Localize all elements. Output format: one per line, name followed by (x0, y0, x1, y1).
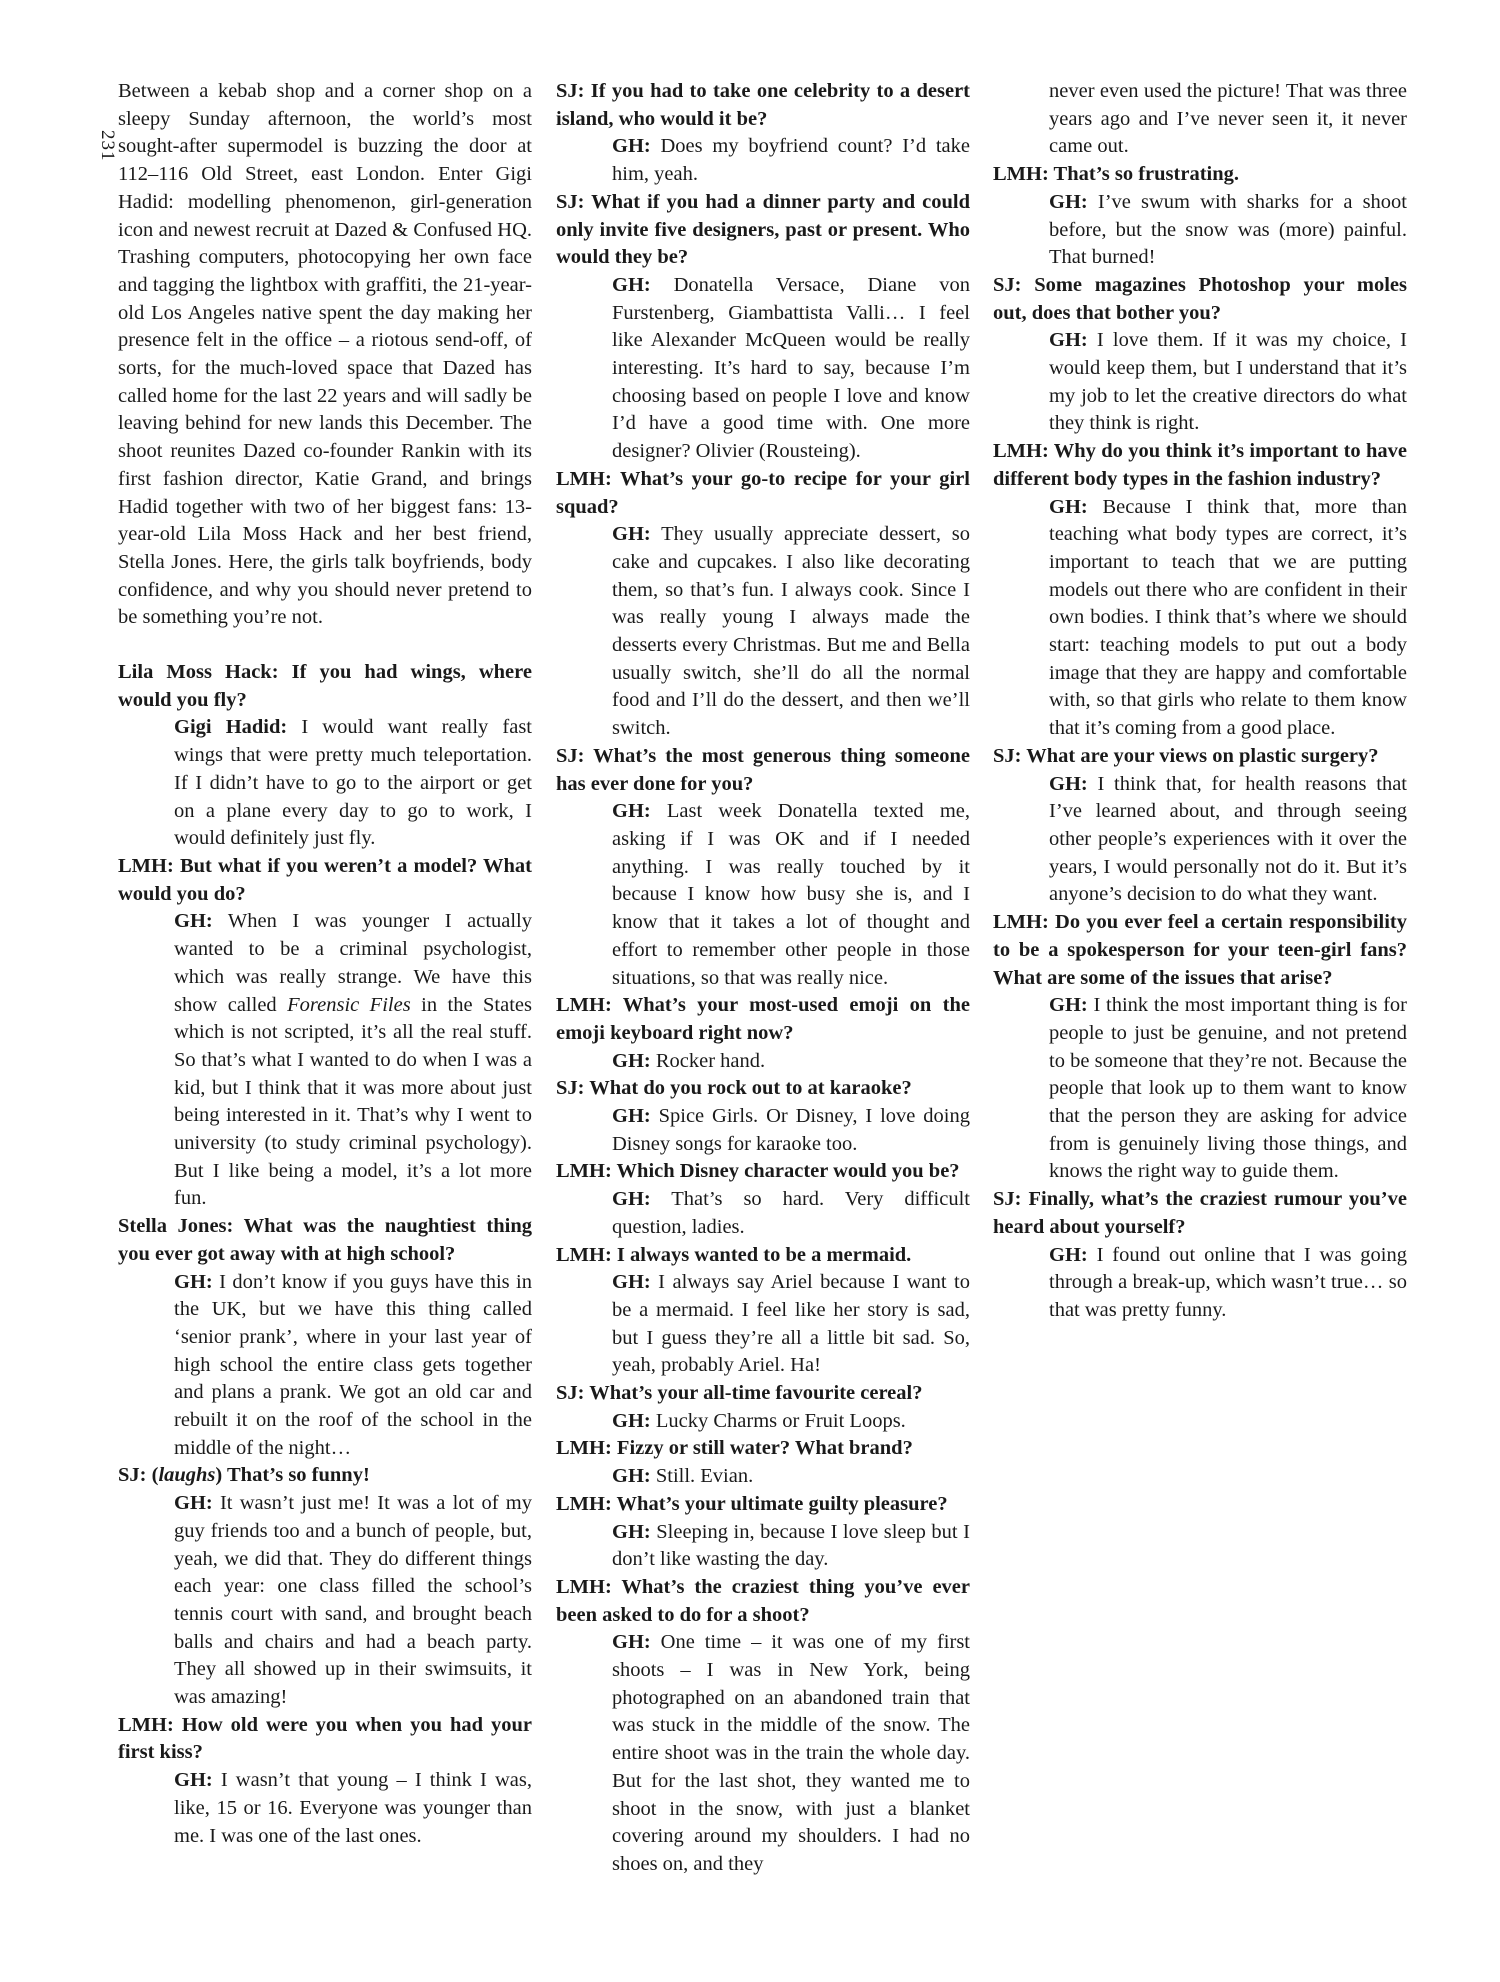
qa-item (556, 1158, 970, 1241)
speaker: GH: (612, 1049, 651, 1072)
answer-text: I would want really fast wings that were pretty much teleportation. If I didn’t have to go to the airport or get on a plane every day to go to work, I would definitely just fly. (174, 716, 532, 850)
question: LMH: What’s your go-to recipe for your girl squad? (556, 467, 970, 518)
answer (612, 521, 970, 743)
speaker: GH: (1049, 329, 1088, 352)
answer (174, 714, 532, 853)
answer-text: I think that, for health reasons that I’ve learned about, and through seeing other people’s experiences with it over the years, I would personally not do it. But it’s anyone’s decision to do what they want. (1049, 772, 1407, 906)
answer (612, 1629, 970, 1878)
answer (612, 1463, 970, 1491)
speaker: GH: (612, 1631, 651, 1654)
show-title: Forensic Files (287, 993, 411, 1016)
answer (1049, 494, 1407, 743)
qa-item (556, 1491, 970, 1574)
qa-item (118, 1462, 532, 1711)
answer (1049, 771, 1407, 910)
question: SJ: What are your views on plastic surgery? (993, 744, 1379, 767)
question (118, 1462, 532, 1490)
answer (612, 272, 970, 466)
question: LMH: Why do you think it’s important to have different body types in the fashion industry? (993, 440, 1407, 490)
question: LMH: I always wanted to be a mermaid. (556, 1243, 912, 1266)
speaker: GH: (1049, 994, 1088, 1017)
answer (612, 133, 970, 188)
question-text: ) That’s so funny! (215, 1464, 370, 1487)
answer (1049, 992, 1407, 1186)
answer-text: I found out online that I was going through a break-up, which wasn’t true… so that was pretty funny. (1049, 1243, 1407, 1321)
question: LMH: Do you ever feel a certain responsibility to be a spokesperson for your teen-girl fans? What are some of the issues that arise? (993, 911, 1407, 989)
column-2 (556, 78, 970, 1879)
qa-item (556, 743, 970, 992)
answer-text: I wasn’t that young – I think I was, like, 15 or 16. Everyone was younger than me. I was one of the last ones. (174, 1769, 532, 1847)
question: LMH: Which Disney character would you be? (556, 1160, 960, 1183)
answer (1049, 189, 1407, 272)
answer-text: Spice Girls. Or Disney, I love doing Disney songs for karaoke too. (612, 1105, 970, 1155)
answer-text: Does my boyfriend count? I’d take him, yeah. (612, 135, 970, 186)
qa-item (556, 466, 970, 743)
speaker: GH: (174, 1769, 213, 1792)
speaker: GH: (1049, 190, 1088, 213)
question: Stella Jones: What was the naughtiest thing you ever got away with at high school? (118, 1215, 532, 1265)
answer (174, 908, 532, 1213)
intro (118, 78, 532, 632)
answer-text: When I was younger I actually wanted to be a criminal psychologist, which was really strange. We have this show called (174, 910, 532, 1016)
qa-item (118, 1213, 532, 1462)
question: Lila Moss Hack: If you had wings, where would you fly? (118, 661, 532, 711)
answer (1049, 1242, 1407, 1325)
speaker: GH: (612, 1465, 651, 1488)
speaker: GH: (612, 135, 651, 158)
column-1 (118, 78, 532, 1850)
speaker: GH: (612, 1271, 651, 1294)
answer-text: Donatella Versace, Diane von Furstenberg, Giambattista Valli… I feel like Alexander McQueen would be really interesting. It’s hard to say, because I’m choosing based on people I love and know I’d have a good time with. One more designer? Olivier (Rousteing). (612, 273, 970, 463)
answer-text: I always say Ariel because I want to be a mermaid. I feel like her story is sad, but I guess they’re all a little bit sad. So, yeah, probably Ariel. Ha! (612, 1271, 970, 1377)
qa-item (993, 909, 1407, 1186)
speaker: Gigi Hadid: (174, 716, 288, 739)
answer (174, 1269, 532, 1463)
question: SJ: If you had to take one celebrity to a desert island, who would it be? (556, 80, 970, 130)
qa-item (556, 1075, 970, 1158)
speaker: GH: (1049, 1243, 1088, 1266)
answer (174, 1490, 532, 1712)
qa-item (993, 272, 1407, 438)
qa-item (556, 1242, 970, 1381)
qa-item (556, 189, 970, 466)
answer (612, 1519, 970, 1574)
speaker: GH: (1049, 495, 1088, 518)
question: SJ: What’s the most generous thing someone has ever done for you? (556, 744, 970, 795)
answer (612, 1186, 970, 1241)
page-number-wrap (60, 64, 118, 162)
answer-text: I don’t know if you guys have this in the UK, but we have this thing called ‘senior prank’, where in your last year of high school the entire class gets together and plans a prank. We got an old car and rebuilt it on the roof of the school in the middle of the night… (174, 1270, 532, 1459)
qa-item (993, 161, 1407, 272)
qa-item (118, 853, 532, 1213)
answer-text: Last week Donatella texted me, asking if I was OK and if I needed anything. I was really touched by it because I know how busy she is, and I know that it takes a lot of thought and effort to remember other people in those situations, so that was really nice. (612, 800, 970, 989)
answer-text: in the States which is not scripted, it’s all the real stuff. So that’s what I wanted to do when I was a kid, but I think that it was more about just being interested in it. That’s why I went to university (to study criminal psychology). But I like being a model, it’s a lot more fun. (174, 993, 532, 1210)
speaker: GH: (174, 910, 213, 933)
answer-text: They usually appreciate dessert, so cake and cupcakes. I also like decorating them, so that’s fun. I always cook. Since I was really young I always made the desserts every Christmas. But me and Bella usually switch, she’ll do all the normal food and I’ll do the dessert, and then we’ll switch. (612, 523, 970, 740)
answer (612, 798, 970, 992)
question: SJ: What if you had a dinner party and could only invite five designers, past or present. Who would they be? (556, 190, 970, 269)
question: LMH: What’s your most-used emoji on the emoji keyboard right now? (556, 994, 970, 1044)
answer-text: It wasn’t just me! It was a lot of my guy friends too and a bunch of people, but, yeah, we did that. They do different things each year: one class filled the school’s tennis court with sand, and brought beach balls and chairs and had a beach party. They all showed up in their swimsuits, it was amazing! (174, 1492, 532, 1709)
qa-item (118, 1712, 532, 1851)
answer (612, 1048, 970, 1076)
qa-item (556, 1574, 970, 1879)
question-text: SJ: ( (118, 1464, 159, 1487)
speaker: GH: (612, 1409, 651, 1432)
answer (1049, 327, 1407, 438)
qa-item (993, 743, 1407, 909)
qa-item (993, 1186, 1407, 1325)
qa-item (118, 659, 532, 853)
answer-text: Because I think that, more than teaching what body types are correct, it’s important to teach that we are putting models out there who are confident in their own bodies. I think that’s where we should start: teaching models to put out a body image that they are happy and comfortable with, so that girls who relate to them know that it’s coming from a good place. (1049, 495, 1407, 740)
answer-text: Lucky Charms or Fruit Loops. (650, 1409, 906, 1432)
question: LMH: What’s your ultimate guilty pleasure? (556, 1492, 948, 1515)
question-emphasis: laughs (158, 1464, 216, 1487)
question: SJ: What’s your all-time favourite cereal? (556, 1382, 923, 1405)
answer-text: I’ve swum with sharks for a shoot before, but the snow was (more) painful. That burned! (1049, 190, 1407, 269)
qa-item (556, 1435, 970, 1490)
answer-text: I love them. If it was my choice, I would keep them, but I understand that it’s my job to let the creative directors do what they think is right. (1049, 329, 1407, 435)
question: SJ: Some magazines Photoshop your moles out, does that bother you? (993, 273, 1407, 324)
qa-item (556, 992, 970, 1075)
question: SJ: What do you rock out to at karaoke? (556, 1077, 912, 1100)
answer-text: Sleeping in, because I love sleep but I don’t like wasting the day. (612, 1520, 970, 1571)
question: LMH: But what if you weren’t a model? What would you do? (118, 854, 532, 905)
speaker: GH: (612, 1520, 651, 1543)
speaker: GH: (612, 273, 651, 296)
speaker: GH: (612, 1105, 651, 1128)
answer-text: That’s so hard. Very difficult question, ladies. (612, 1188, 970, 1238)
answer (174, 1767, 532, 1850)
intro-paragraph: Between a kebab shop and a corner shop on a sleepy Sunday afternoon, the world’s most sought-after supermodel is buzzing the door at 112–116 Old Street, east London. Enter Gigi Hadid: modelling phenomenon, girl-generation icon and newest recruit at Dazed & Confused HQ. Trashing computers, photocopying her own face and tagging the lightbox with graffiti, the 21-year-old Los Angeles native spent the day making her presence felt in the office – a riotous send-off, of sorts, for the much-loved space that Dazed has called home for the last 22 years and will sadly be leaving behind for new lands this December. The shoot reunites Dazed co-founder Rankin with its first fashion director, Katie Grand, and brings Hadid together with two of her biggest fans: 13-year-old Lila Moss Hack and her best friend, Stella Jones. Here, the girls talk boyfriends, body confidence, and why you should never pretend to be something you’re not. (118, 80, 532, 629)
answer-continuation: never even used the picture! That was three years ago and I’ve never seen it, it never came out. (1049, 80, 1407, 158)
answer-text: One time – it was one of my first shoots – I was in New York, being photographed on an abandoned train that was stuck in the middle of the snow. The entire shoot was in the train the whole day. But for the last shot, they wanted me to shoot in the snow, with just a blanket covering around my shoulders. I had no shoes on, and they (612, 1631, 970, 1875)
qa-item (993, 438, 1407, 743)
answer (612, 1103, 970, 1158)
speaker: GH: (612, 1188, 651, 1211)
answer (612, 1269, 970, 1380)
answer-text: Rocker hand. (650, 1049, 766, 1072)
answer-text: I think the most important thing is for people to just be genuine, and not pretend to be someone that they’re not. Because the people that look up to them want to know that the person they are asking for advice from is genuinely living those things, and knows the right way to guide them. (1049, 994, 1407, 1183)
question: LMH: Fizzy or still water? What brand? (556, 1437, 913, 1460)
qa-item (556, 78, 970, 189)
question: LMH: That’s so frustrating. (993, 163, 1239, 186)
column-3 (993, 78, 1407, 1325)
answer-text: Still. Evian. (650, 1465, 754, 1488)
speaker: GH: (1049, 772, 1088, 795)
speaker: GH: (174, 1270, 213, 1293)
qa-item (556, 1380, 970, 1435)
question: LMH: What’s the craziest thing you’ve ever been asked to do for a shoot? (556, 1575, 970, 1626)
speaker: GH: (612, 523, 651, 546)
answer (612, 1408, 970, 1436)
page-number: 231 (97, 130, 118, 162)
speaker: GH: (174, 1492, 213, 1515)
speaker: GH: (612, 800, 651, 823)
question: LMH: How old were you when you had your first kiss? (118, 1713, 532, 1764)
question: SJ: Finally, what’s the craziest rumour you’ve heard about yourself? (993, 1188, 1407, 1238)
